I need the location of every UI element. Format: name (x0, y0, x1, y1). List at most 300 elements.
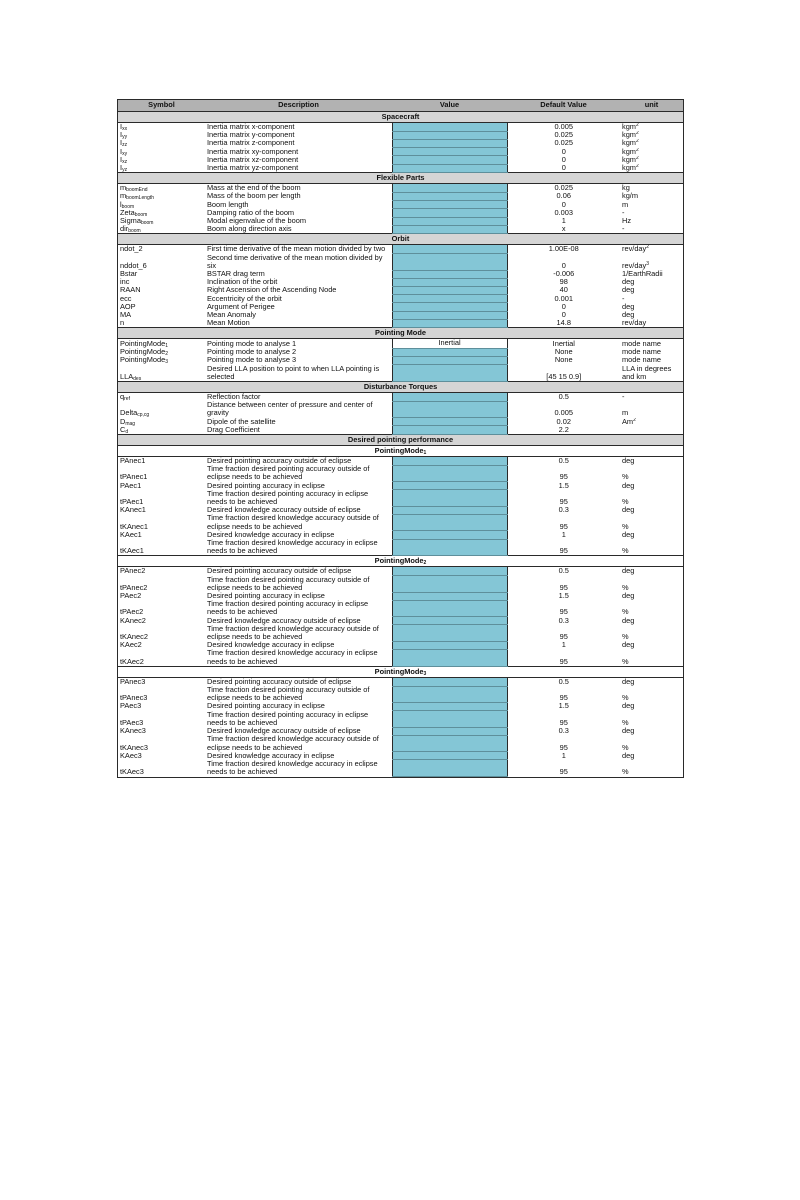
value-input-cell[interactable] (392, 131, 507, 139)
default-value-cell: Inertial (552, 338, 575, 348)
default-value-cell: 1.5 (558, 481, 569, 490)
parameter-row (118, 531, 683, 539)
unit-text: deg (622, 302, 635, 311)
parameter-row (118, 617, 683, 625)
unit-cell (620, 418, 683, 426)
section-title-subscript: 3 (423, 670, 427, 677)
description-cell: Desired pointing accuracy in eclipse (207, 592, 325, 601)
unit-cell (620, 254, 683, 270)
section-title (118, 173, 683, 184)
section-title-text: Orbit (391, 234, 410, 244)
symbol-text: C (120, 425, 126, 434)
default-value-cell: 0.005 (554, 408, 573, 418)
parameter-row (118, 600, 683, 616)
symbol-cell (118, 418, 205, 426)
symbol-cell (118, 392, 205, 401)
section-header-row (118, 173, 683, 184)
unit-cell (620, 401, 683, 417)
unit-cell (620, 457, 683, 466)
unit-text: kgm (622, 139, 636, 148)
unit-text: % (622, 767, 629, 777)
symbol-text: AOP (120, 302, 136, 311)
symbol-cell (118, 131, 205, 139)
value-input-cell[interactable] (392, 278, 507, 286)
default-value-cell: 0.3 (558, 727, 569, 736)
value-input-cell[interactable] (392, 567, 507, 576)
symbol-subscript: 1 (165, 342, 168, 349)
value-input-cell[interactable] (392, 392, 507, 401)
symbol-text: inc (120, 278, 130, 287)
value-input-cell[interactable] (392, 201, 507, 209)
symbol-cell (118, 506, 205, 514)
description-cell: Time fraction desired knowledge accuracy outside of eclipse needs to be achieved (207, 735, 379, 752)
default-value-cell: 95 (559, 656, 568, 666)
unit-cell (620, 131, 683, 139)
value-input-cell[interactable] (392, 686, 507, 702)
symbol-subscript: boomEnd (126, 187, 148, 193)
description-cell: Desired knowledge accuracy outside of eclipse (207, 727, 361, 736)
value-input-cell[interactable] (392, 156, 507, 164)
symbol-text: tPAnec1 (120, 472, 148, 482)
section-title-text: PointingMode (374, 666, 424, 676)
symbol-text: Bstar (120, 270, 138, 279)
unit-cell (620, 677, 683, 686)
section-title (118, 435, 683, 446)
symbol-cell (118, 348, 205, 356)
value-input-cell[interactable] (392, 735, 507, 751)
parameter-row (118, 625, 683, 641)
unit-text: deg (622, 286, 635, 295)
parameter-row (118, 711, 683, 727)
unit-cell (620, 356, 683, 364)
value-input-cell[interactable] (392, 711, 507, 727)
unit-cell (620, 270, 683, 278)
unit-text: deg (622, 456, 635, 465)
symbol-cell (118, 148, 205, 156)
description-cell: Desired LLA position to point to when LLA pointing is selected (207, 364, 380, 381)
symbol-cell (118, 735, 205, 751)
unit-text: - (622, 294, 625, 303)
symbol-text: q (120, 392, 125, 401)
parameter-table-body (118, 100, 683, 776)
unit-superscript: 3 (646, 260, 650, 267)
symbol-text: tKAec3 (120, 767, 144, 777)
value-input-cell[interactable] (392, 426, 507, 435)
unit-text: rev/day (622, 260, 647, 270)
value-input-cell[interactable] (392, 702, 507, 710)
default-value-cell: 0.005 (554, 122, 573, 131)
description-cell: Pointing mode to analyse 3 (207, 356, 297, 365)
description-cell: Inertia matrix y-component (207, 131, 295, 140)
section-title-text: Spacecraft (381, 111, 420, 121)
parameter-row (118, 677, 683, 686)
symbol-cell (118, 592, 205, 600)
symbol-subscript: mag (125, 420, 136, 426)
value-input-cell[interactable] (392, 727, 507, 735)
section-header-row (118, 556, 683, 567)
description-cell: Desired pointing accuracy outside of eclipse (207, 566, 352, 576)
unit-cell (620, 164, 683, 173)
description-cell: Inertia matrix z-component (207, 139, 295, 148)
symbol-text: tKAnec3 (120, 742, 148, 752)
value-input-cell[interactable] (392, 482, 507, 490)
unit-text: - (622, 208, 625, 217)
section-title-text: PointingMode (374, 556, 424, 566)
symbol-text: Sigma (120, 217, 141, 226)
description-cell: Eccentricity of the orbit (207, 294, 282, 303)
parameter-row (118, 254, 683, 270)
section-title (118, 328, 683, 339)
description-cell: Second time derivative of the mean motion divided by six (207, 253, 383, 270)
default-value-cell: 0.06 (556, 192, 571, 201)
value-input-cell[interactable] (392, 303, 507, 311)
description-cell: Time fraction desired pointing accuracy in eclipse needs to be achieved (207, 489, 369, 507)
default-value-cell: 0 (561, 155, 566, 164)
section-header-row (118, 328, 683, 339)
default-value-cell: 0 (561, 311, 566, 320)
default-value-cell: None (554, 356, 573, 365)
value-input-cell[interactable] (392, 356, 507, 364)
symbol-text: tPAec3 (120, 717, 144, 727)
unit-text: deg (622, 311, 635, 320)
parameter-row (118, 567, 683, 576)
value-input-cell[interactable] (392, 123, 507, 132)
value-input-cell[interactable] (392, 245, 507, 254)
symbol-cell (118, 295, 205, 303)
value-input-cell[interactable] (392, 506, 507, 514)
parameter-row (118, 392, 683, 401)
parameter-row (118, 592, 683, 600)
value-input-cell[interactable] (392, 649, 507, 666)
symbol-text: tKAec1 (120, 546, 144, 556)
value-input-cell[interactable] (392, 490, 507, 506)
value-input-cell[interactable]: Inertial (392, 339, 507, 348)
default-value-cell: 0.5 (558, 677, 569, 686)
symbol-text: l (120, 200, 122, 209)
default-value-cell: 40 (559, 286, 568, 295)
value-input-cell[interactable] (392, 576, 507, 592)
value-input-cell[interactable] (392, 192, 507, 200)
symbol-text: I (120, 164, 123, 173)
parameter-row (118, 356, 683, 364)
symbol-text: PointingMode (120, 338, 166, 348)
symbol-text: KAnec1 (120, 506, 146, 515)
symbol-cell (118, 617, 205, 625)
unit-cell (620, 752, 683, 760)
parameter-row (118, 539, 683, 556)
parameter-row (118, 217, 683, 225)
parameter-row (118, 123, 683, 132)
unit-superscript: 2 (635, 164, 639, 170)
unit-text: deg (622, 592, 635, 601)
symbol-cell (118, 192, 205, 200)
value-input-cell[interactable] (392, 148, 507, 156)
value-input-cell[interactable] (392, 641, 507, 649)
section-title-subscript: 2 (423, 560, 427, 567)
unit-text: kgm (622, 131, 636, 140)
parameter-row (118, 686, 683, 702)
value-input-cell[interactable] (392, 319, 507, 328)
default-value-cell: 95 (559, 497, 568, 507)
default-value-cell: 0.003 (554, 208, 573, 217)
symbol-cell (118, 209, 205, 217)
description-cell: Desired knowledge accuracy in eclipse (207, 751, 335, 760)
symbol-cell (118, 164, 205, 173)
default-value-cell: 98 (559, 278, 568, 287)
default-value-cell: 95 (559, 607, 568, 617)
description-cell: Time fraction desired pointing accuracy outside of eclipse needs to be achieved (207, 686, 370, 703)
symbol-cell (118, 514, 205, 530)
header-description: Description (205, 100, 392, 112)
unit-text: deg (622, 530, 635, 539)
unit-cell (620, 311, 683, 319)
value-input-cell[interactable] (392, 209, 507, 217)
symbol-text: I (120, 139, 123, 148)
value-input-cell[interactable] (392, 217, 507, 225)
unit-text: deg (622, 751, 635, 760)
header-value: Value (392, 100, 507, 112)
description-cell: Time fraction desired pointing accuracy in eclipse needs to be achieved (207, 600, 369, 617)
symbol-cell (118, 270, 205, 278)
section-title (118, 112, 683, 123)
parameter-row (118, 278, 683, 286)
header-default-value: Default Value (507, 100, 620, 112)
value-input-cell[interactable] (392, 254, 507, 270)
unit-cell (620, 539, 683, 556)
unit-cell (620, 184, 683, 193)
symbol-subscript: des (133, 375, 142, 382)
symbol-cell (118, 490, 205, 506)
section-title-text: Disturbance Torques (363, 381, 438, 391)
symbol-cell (118, 356, 205, 364)
value-input-cell[interactable] (392, 617, 507, 625)
symbol-text: tPAec1 (120, 497, 144, 507)
unit-cell (620, 392, 683, 401)
symbol-subscript: yz (122, 167, 128, 173)
default-value-cell: 0.5 (558, 566, 569, 576)
symbol-text: RAAN (120, 286, 141, 295)
description-cell: Boom length (207, 200, 249, 209)
section-header-row (118, 435, 683, 446)
description-cell: Desired knowledge accuracy in eclipse (207, 641, 335, 650)
unit-cell (620, 192, 683, 200)
unit-text: kgm (622, 164, 636, 173)
unit-text: % (622, 656, 629, 666)
symbol-text: I (120, 155, 123, 164)
value-input-cell[interactable] (392, 752, 507, 760)
value-input-cell[interactable] (392, 348, 507, 356)
value-input-cell[interactable] (392, 365, 507, 382)
parameter-row (118, 319, 683, 328)
symbol-cell (118, 123, 205, 132)
value-input-cell[interactable] (392, 286, 507, 294)
value-input-cell[interactable] (392, 139, 507, 147)
parameter-row (118, 649, 683, 666)
value-input-cell[interactable] (392, 465, 507, 481)
parameter-row (118, 727, 683, 735)
parameter-row (118, 270, 683, 278)
default-value-cell: 95 (559, 521, 568, 531)
symbol-cell (118, 311, 205, 319)
symbol-text: LLA (120, 371, 134, 381)
value-input-cell[interactable] (392, 418, 507, 426)
symbol-text: tPAnec3 (120, 693, 148, 703)
unit-text: - (622, 392, 625, 401)
default-value-cell: 95 (559, 582, 568, 592)
symbol-text: tPAnec2 (120, 582, 148, 592)
parameter-row (118, 426, 683, 435)
description-cell: Inclination of the orbit (207, 278, 278, 287)
symbol-cell (118, 649, 205, 666)
default-value-cell: 95 (559, 717, 568, 727)
symbol-cell (118, 401, 205, 417)
unit-text: deg (622, 278, 635, 287)
default-value-cell: 14.8 (556, 319, 571, 328)
unit-text: deg (622, 641, 635, 650)
symbol-text: KAec2 (120, 641, 142, 650)
description-cell: Time fraction desired knowledge accuracy in eclipse needs to be achieved (207, 539, 378, 556)
value-input-cell[interactable] (392, 225, 507, 234)
parameter-row (118, 735, 683, 751)
default-value-cell: 1.5 (558, 592, 569, 601)
unit-text: % (622, 472, 629, 482)
value-input-cell[interactable] (392, 295, 507, 303)
symbol-cell (118, 339, 205, 348)
unit-text: % (622, 497, 629, 507)
value-input-cell[interactable] (392, 164, 507, 173)
description-cell: Inertia matrix xz-component (207, 155, 299, 164)
parameter-row (118, 576, 683, 592)
section-title-text: Flexible Parts (376, 173, 425, 183)
value-input-cell[interactable] (392, 457, 507, 466)
value-input-cell[interactable] (392, 184, 507, 193)
unit-cell (620, 426, 683, 435)
parameter-row (118, 482, 683, 490)
symbol-cell (118, 465, 205, 481)
symbol-subscript: ref (124, 395, 130, 402)
section-title-text: Pointing Mode (375, 328, 426, 338)
default-value-cell: 1 (561, 530, 566, 539)
symbol-text: m (120, 192, 127, 201)
symbol-text: n (120, 319, 125, 328)
unit-superscript: 2 (635, 131, 639, 137)
parameter-row (118, 418, 683, 426)
value-input-cell[interactable] (392, 592, 507, 600)
symbol-text: KAec1 (120, 530, 142, 539)
unit-cell (620, 727, 683, 735)
symbol-subscript: boom (128, 228, 141, 234)
unit-text: kg (622, 183, 630, 193)
section-header-row (118, 112, 683, 123)
parameter-row (118, 311, 683, 319)
default-value-cell: [45 15 0.9] (546, 371, 582, 381)
symbol-cell (118, 254, 205, 270)
symbol-text: I (120, 147, 123, 156)
unit-superscript: 2 (635, 139, 639, 145)
default-value-cell: 95 (559, 632, 568, 642)
description-cell: Mean Anomaly (207, 311, 256, 320)
symbol-cell (118, 319, 205, 328)
section-header-row (118, 381, 683, 392)
value-input-cell[interactable] (392, 401, 507, 417)
unit-cell (620, 148, 683, 156)
description-cell: Inertia matrix x-component (207, 122, 295, 131)
unit-text: % (622, 693, 629, 703)
unit-superscript: 2 (635, 122, 639, 128)
value-input-cell[interactable] (392, 514, 507, 530)
unit-text: 1/EarthRadii (622, 270, 663, 279)
parameter-row (118, 303, 683, 311)
unit-cell (620, 156, 683, 164)
symbol-cell (118, 625, 205, 641)
section-title-text: PointingMode (374, 445, 424, 455)
unit-cell (620, 760, 683, 776)
value-input-cell[interactable] (392, 539, 507, 556)
unit-cell (620, 649, 683, 666)
value-input-cell[interactable] (392, 760, 507, 776)
value-input-cell[interactable] (392, 677, 507, 686)
symbol-text: dir (120, 225, 129, 234)
unit-text: deg (622, 616, 635, 625)
unit-text: % (622, 546, 629, 556)
default-value-cell: 0 (561, 147, 566, 156)
parameter-row (118, 702, 683, 710)
symbol-cell (118, 286, 205, 294)
symbol-text: PointingMode (120, 356, 166, 365)
symbol-text: tKAnec2 (120, 632, 148, 642)
value-input-cell[interactable] (392, 311, 507, 319)
unit-cell (620, 139, 683, 147)
default-value-cell: 1.5 (558, 702, 569, 711)
symbol-cell (118, 365, 205, 382)
value-input-cell[interactable] (392, 531, 507, 539)
section-title-subscript: 1 (423, 449, 427, 456)
symbol-cell (118, 641, 205, 649)
description-cell: Right Ascension of the Ascending Node (207, 286, 337, 295)
symbol-cell (118, 752, 205, 760)
symbol-text: PAec3 (120, 702, 142, 711)
symbol-cell (118, 201, 205, 209)
description-cell: Argument of Perigee (207, 302, 275, 311)
symbol-subscript: xz (122, 158, 128, 165)
symbol-text: m (120, 183, 127, 193)
unit-cell (620, 278, 683, 286)
value-input-cell[interactable] (392, 270, 507, 278)
parameter-row (118, 245, 683, 254)
unit-cell (620, 348, 683, 356)
section-header-row (118, 446, 683, 457)
description-cell: Distance between center of pressure and center of gravity (207, 401, 373, 418)
parameter-row (118, 760, 683, 776)
value-input-cell[interactable] (392, 600, 507, 616)
parameter-row (118, 457, 683, 466)
parameter-row (118, 131, 683, 139)
unit-cell (620, 735, 683, 751)
unit-cell (620, 245, 683, 254)
value-input-cell[interactable] (392, 625, 507, 641)
symbol-cell (118, 727, 205, 735)
unit-text: % (622, 632, 629, 642)
parameter-row (118, 209, 683, 217)
default-value-cell: 1 (561, 751, 566, 760)
symbol-subscript: boom (134, 211, 148, 218)
symbol-subscript: xx (122, 126, 128, 132)
symbol-subscript: yy (122, 134, 128, 140)
description-cell: Mass of the boom per length (207, 192, 301, 201)
parameter-row (118, 465, 683, 481)
parameter-row (118, 184, 683, 193)
unit-cell (620, 490, 683, 506)
